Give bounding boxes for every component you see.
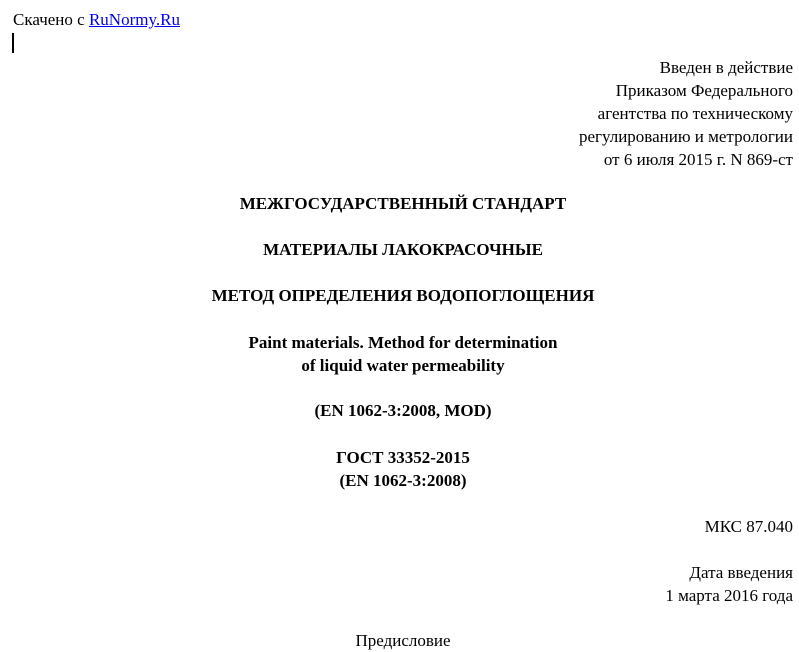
enacted-by-block [579,56,793,171]
gost-en-reference: (EN 1062-3:2008) [339,471,467,490]
introduction-date: 1 марта 2016 года [665,586,793,605]
source-link[interactable]: RuNormy.Ru [88,10,180,29]
standard-subject-title: МАТЕРИАЛЫ ЛАКОКРАСОЧНЫЕ [263,240,543,259]
text-cursor [12,33,14,53]
introduction-date-block [665,561,793,607]
enacted-line: регулированию и метрологии [578,127,793,146]
introduction-label: Дата введения [689,563,793,582]
enacted-line: Введен в действие [659,58,793,77]
en-reference: (EN 1062-3:2008, MOD) [314,401,492,420]
enacted-line: Приказом Федерального [615,81,793,100]
source-prefix: Скачено с [13,10,89,29]
english-title [0,331,799,377]
standard-type-title: МЕЖГОСУДАРСТВЕННЫЙ СТАНДАРТ [239,194,567,213]
enacted-line: агентства по техническому [597,104,793,123]
enacted-line: от 6 июля 2015 г. N 869-ст [603,150,793,169]
gost-number: ГОСТ 33352-2015 [336,448,470,467]
english-title-line: of liquid water permeability [301,356,505,375]
standard-method-title: МЕТОД ОПРЕДЕЛЕНИЯ ВОДОПОГЛОЩЕНИЯ [211,286,595,305]
english-title-line: Paint materials. Method for determination [248,333,558,352]
mks-code: МКС 87.040 [704,517,793,536]
source-line [13,9,180,31]
preface-heading: Предисловие [355,631,451,650]
gost-designation [0,446,799,492]
